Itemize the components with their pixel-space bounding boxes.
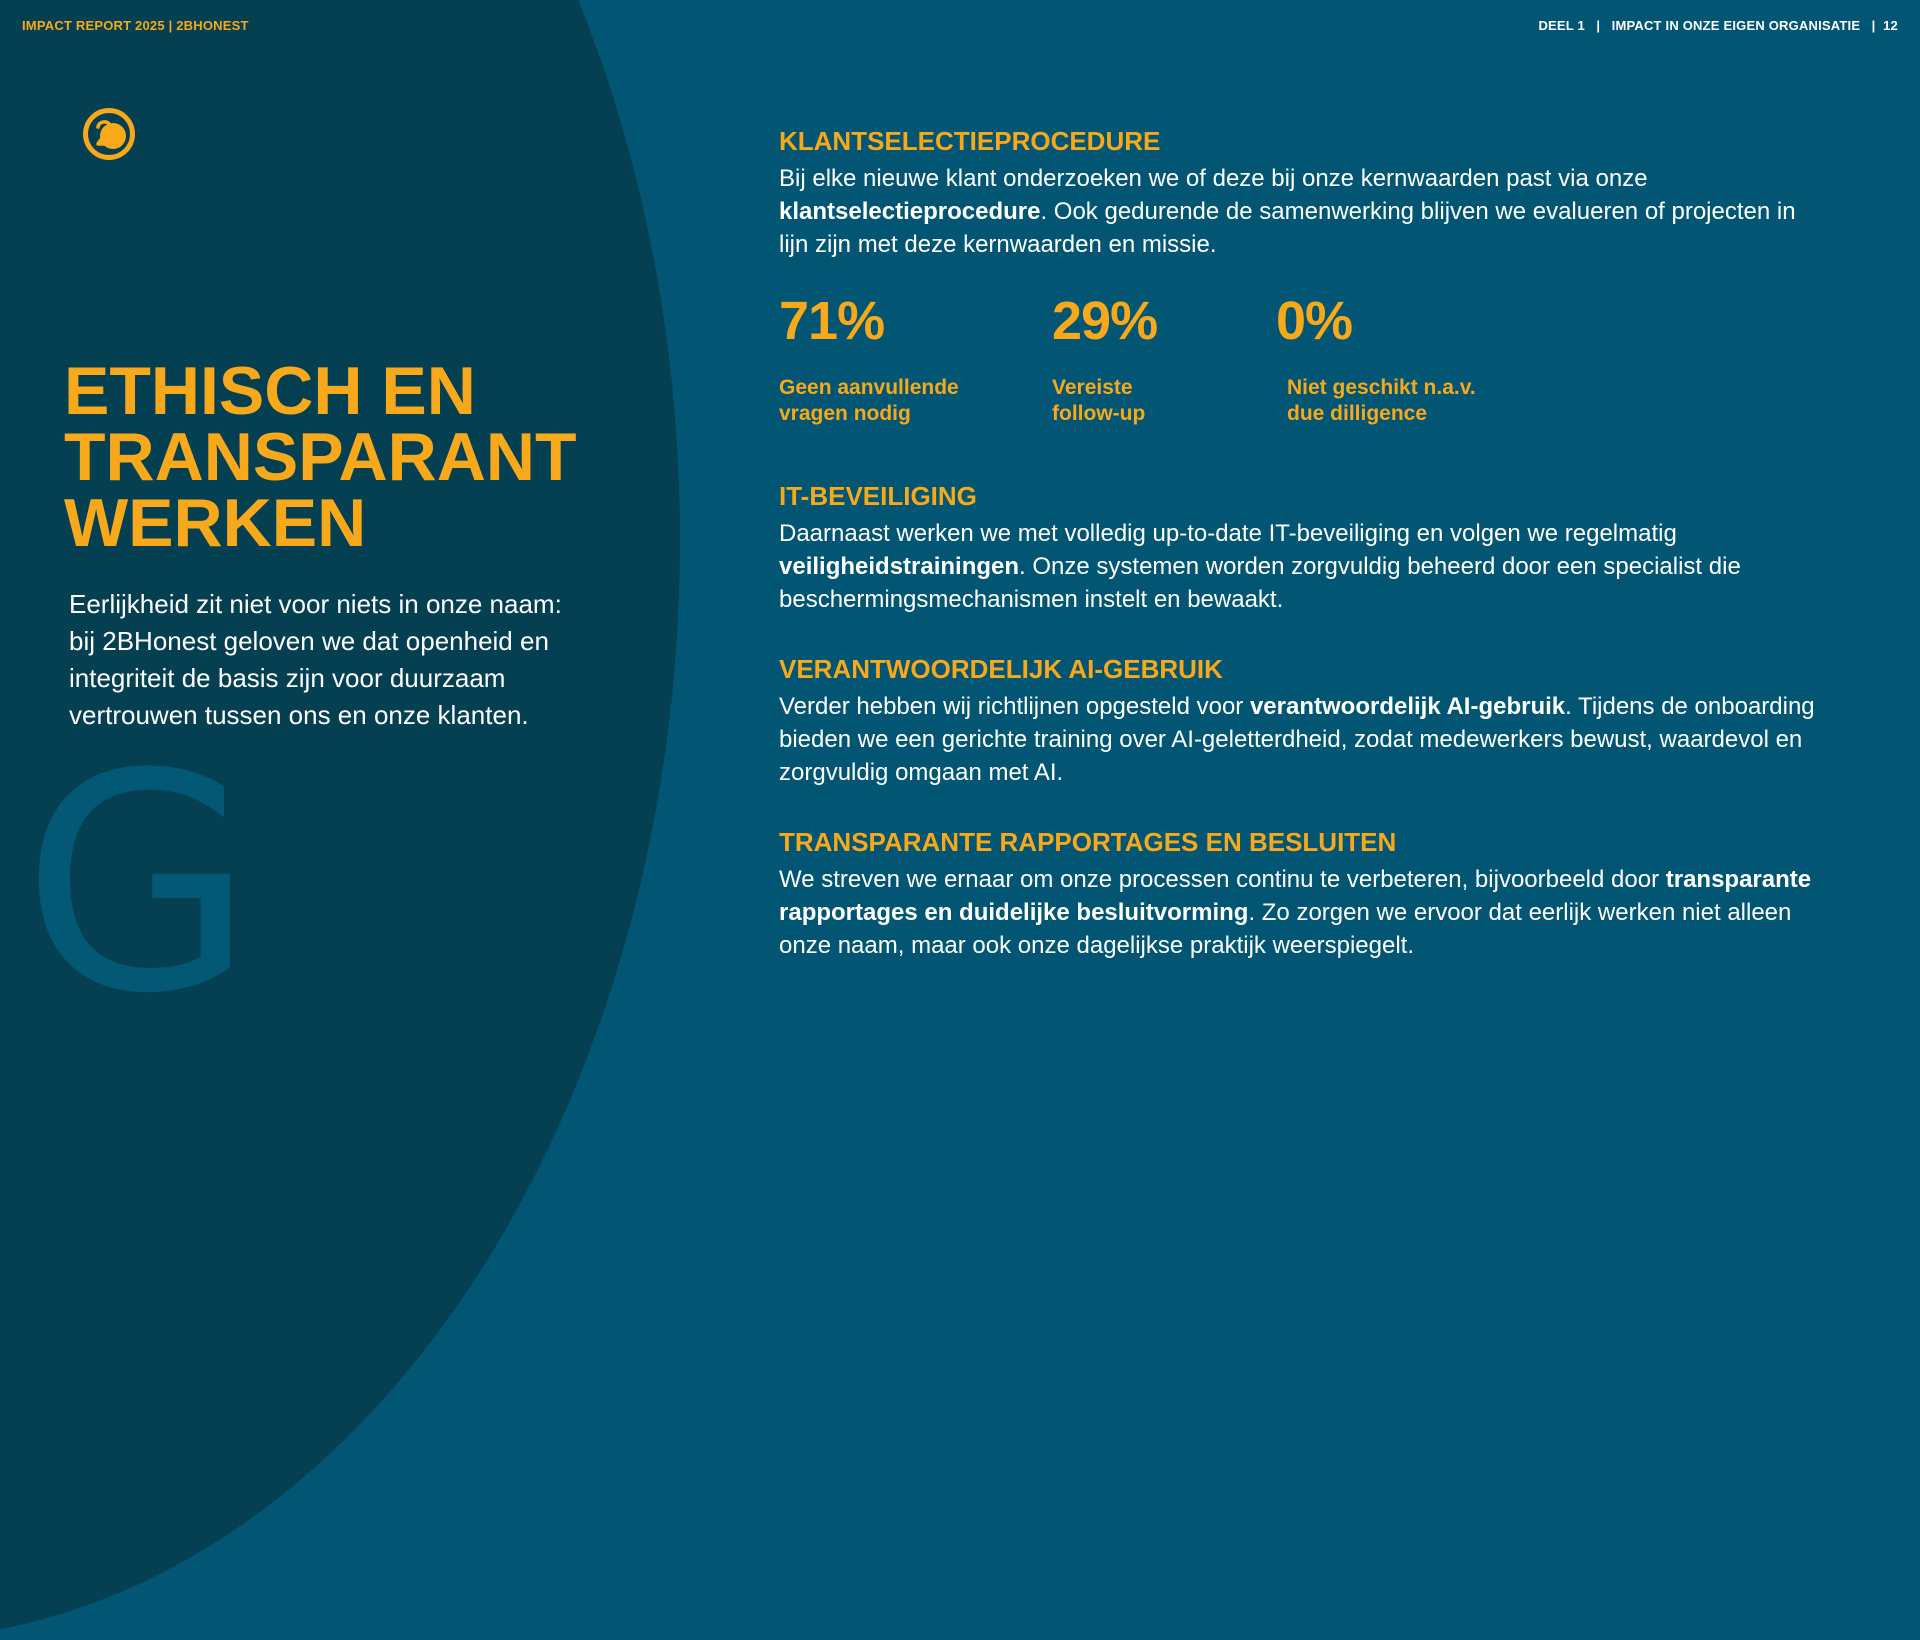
stat-item (1276, 291, 1476, 427)
stat-item (779, 291, 959, 427)
text-part: . Tijdens de onboarding bieden we een gerichte training over AI-geletterdheid, zodat medewerkers bewust, waardevol en zorgvuldig omgaan met AI. (779, 693, 1815, 786)
section-rapportages (779, 825, 1829, 962)
page-title (64, 353, 577, 561)
stat-label-line: follow-up (1052, 402, 1146, 425)
text-part: . Zo zorgen we ervoor dat eerlijk werken niet alleen onze naam, maar ook onze dagelijkse praktijk weerspiegelt. (779, 899, 1792, 959)
title-line: TRANSPARANT (64, 419, 577, 495)
section-text (779, 863, 1829, 962)
stat-label (1052, 375, 1157, 427)
intro-paragraph: Eerlijkheid zit niet voor niets in onze naam: bij 2BHonest geloven we dat openheid en integriteit de basis zijn voor duurzaam vertrouwen tussen ons en onze klanten. (69, 589, 562, 730)
stat-label-line: Vereiste (1052, 376, 1133, 399)
stat-label-line: Geen aanvullende (779, 376, 959, 399)
text-part: Bij elke nieuwe klant onderzoeken we of deze bij onze kernwaarden past via onze (779, 165, 1648, 192)
bold-term: klantselectieprocedure (779, 198, 1041, 225)
stat-label-line: due dilligence (1287, 402, 1428, 425)
brand-logo-icon (83, 108, 135, 160)
page-header-right: DEEL 1 | IMPACT IN ONZE EIGEN ORGANISATIE | 12 (1538, 18, 1898, 33)
stat-label (779, 375, 959, 427)
stat-label (1287, 375, 1476, 427)
section-title: VERANTWOORDELIJK AI-GEBRUIK (779, 654, 1223, 684)
content-column (779, 124, 1829, 962)
section-text (779, 162, 1829, 261)
stats-row (779, 291, 1829, 451)
title-line: WERKEN (64, 485, 367, 561)
text-part: Verder hebben wij richtlijnen opgesteld voor (779, 693, 1250, 720)
section-ai-gebruik (779, 652, 1829, 789)
stat-label-line: Niet geschikt n.a.v. (1287, 376, 1476, 399)
text-part: . Onze systemen worden zorgvuldig beheerd door een specialist die beschermingsmechanismen instelt en bewaakt. (779, 553, 1741, 613)
section-title: IT-BEVEILIGING (779, 481, 977, 511)
stat-value: 29% (1052, 291, 1158, 351)
section-klantselectie (779, 124, 1829, 261)
bold-term: transparante rapportages en duidelijke besluitvorming (779, 866, 1812, 926)
stat-item (1052, 291, 1157, 427)
stat-label-line: vragen nodig (779, 402, 911, 425)
title-line: ETHISCH EN (64, 353, 476, 429)
report-header: IMPACT REPORT 2025 | 2BHONEST (22, 18, 249, 33)
decorative-letter: G (22, 710, 255, 1059)
section-text (779, 517, 1829, 616)
text-part: Daarnaast werken we met volledig up-to-date IT-beveiliging en volgen we regelmatig (779, 520, 1677, 547)
text-part: . Ook gedurende de samenwerking blijven we evalueren of projecten in lijn zijn met deze kernwaarden en missie. (779, 198, 1796, 258)
bold-term: verantwoordelijk AI-gebruik (1249, 693, 1566, 720)
section-text (779, 690, 1829, 789)
text-part: We streven we ernaar om onze processen continu te verbeteren, bijvoorbeeld door (779, 866, 1666, 893)
section-title: TRANSPARANTE RAPPORTAGES EN BESLUITEN (779, 827, 1397, 857)
section-it-beveiliging (779, 479, 1829, 616)
section-title: KLANTSELECTIEPROCEDURE (779, 126, 1161, 156)
bold-term: veiligheidstrainingen (779, 553, 1020, 580)
stat-value: 71% (779, 291, 885, 351)
stat-value: 0% (1276, 291, 1353, 351)
